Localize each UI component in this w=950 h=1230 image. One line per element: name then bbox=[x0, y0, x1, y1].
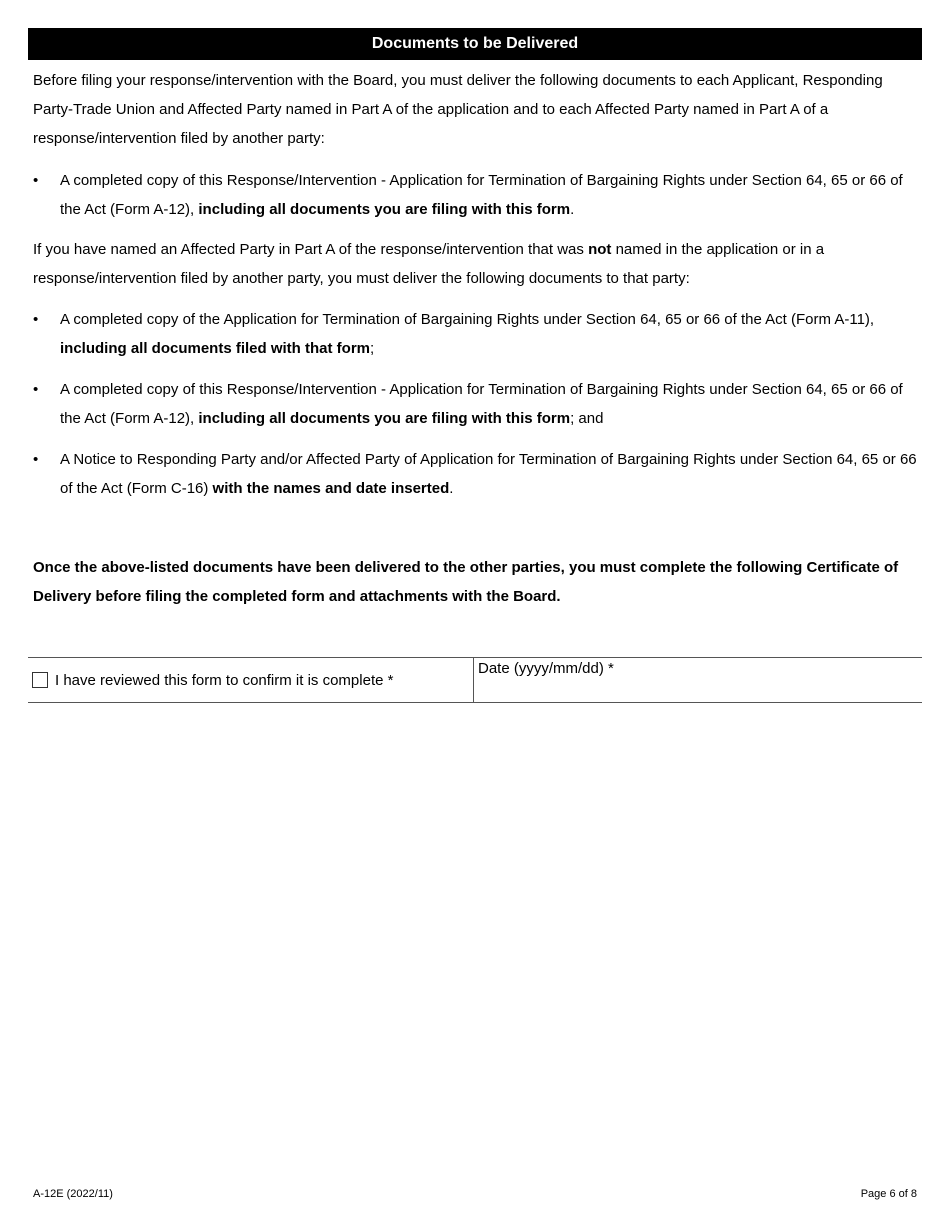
bullet-icon: • bbox=[33, 451, 39, 468]
bullet-icon: • bbox=[33, 311, 39, 328]
list-item-text: A completed copy of this Response/Intervention - Application for Termination of Bargaining Rights under Section 64, 65 or 66 of the Act (Form A-12), including all documents you are filing with this form; and bbox=[60, 381, 903, 427]
date-input[interactable] bbox=[478, 677, 902, 697]
intro-paragraph: Before filing your response/intervention with the Board, you must deliver the following documents to each Applicant, Responding Party-Trade Union and Affected Party named in Part A of the application and to each Affected Party named in Part A of a response/intervention filed by another party: bbox=[33, 72, 883, 147]
list-item-text: A completed copy of this Response/Intervention - Application for Termination of Bargaining Rights under Section 64, 65 or 66 of the Act (Form A-12), including all documents you are filing with this form. bbox=[60, 172, 903, 218]
review-complete-label: I have reviewed this form to confirm it is complete * bbox=[55, 671, 394, 689]
list-item bbox=[33, 445, 923, 503]
date-label: Date (yyyy/mm/dd) * bbox=[478, 660, 614, 677]
list-item bbox=[33, 305, 923, 363]
list-item-text: A Notice to Responding Party and/or Affected Party of Application for Termination of Bargaining Rights under Section 64, 65 or 66 of the Act (Form C-16) with the names and date inserted. bbox=[60, 451, 917, 497]
date-cell bbox=[474, 658, 922, 702]
section-title: Documents to be Delivered bbox=[28, 28, 922, 60]
list-item-text: A completed copy of the Application for Termination of Bargaining Rights under Section 64, 65 or 66 of the Act (Form A-11), including all documents filed with that form; bbox=[60, 311, 875, 357]
bullet-icon: • bbox=[33, 172, 39, 189]
affected-party-paragraph: If you have named an Affected Party in Part A of the response/intervention that was not named in the application or in a response/intervention filed by another party, you must deliver the following documents to that party: bbox=[33, 241, 825, 287]
form-id: A-12E (2022/11) bbox=[33, 1188, 113, 1200]
list-item bbox=[33, 375, 923, 433]
bullet-icon: • bbox=[33, 381, 39, 398]
review-complete-checkbox[interactable] bbox=[32, 672, 48, 688]
closing-instruction: Once the above-listed documents have been delivered to the other parties, you must complete the following Certificate of Delivery before filing the completed form and attachments with the Board. bbox=[33, 559, 899, 605]
list-item bbox=[33, 166, 923, 224]
review-confirmation-cell bbox=[28, 658, 474, 702]
certificate-row bbox=[28, 657, 922, 703]
page-number: Page 6 of 8 bbox=[860, 1188, 917, 1200]
